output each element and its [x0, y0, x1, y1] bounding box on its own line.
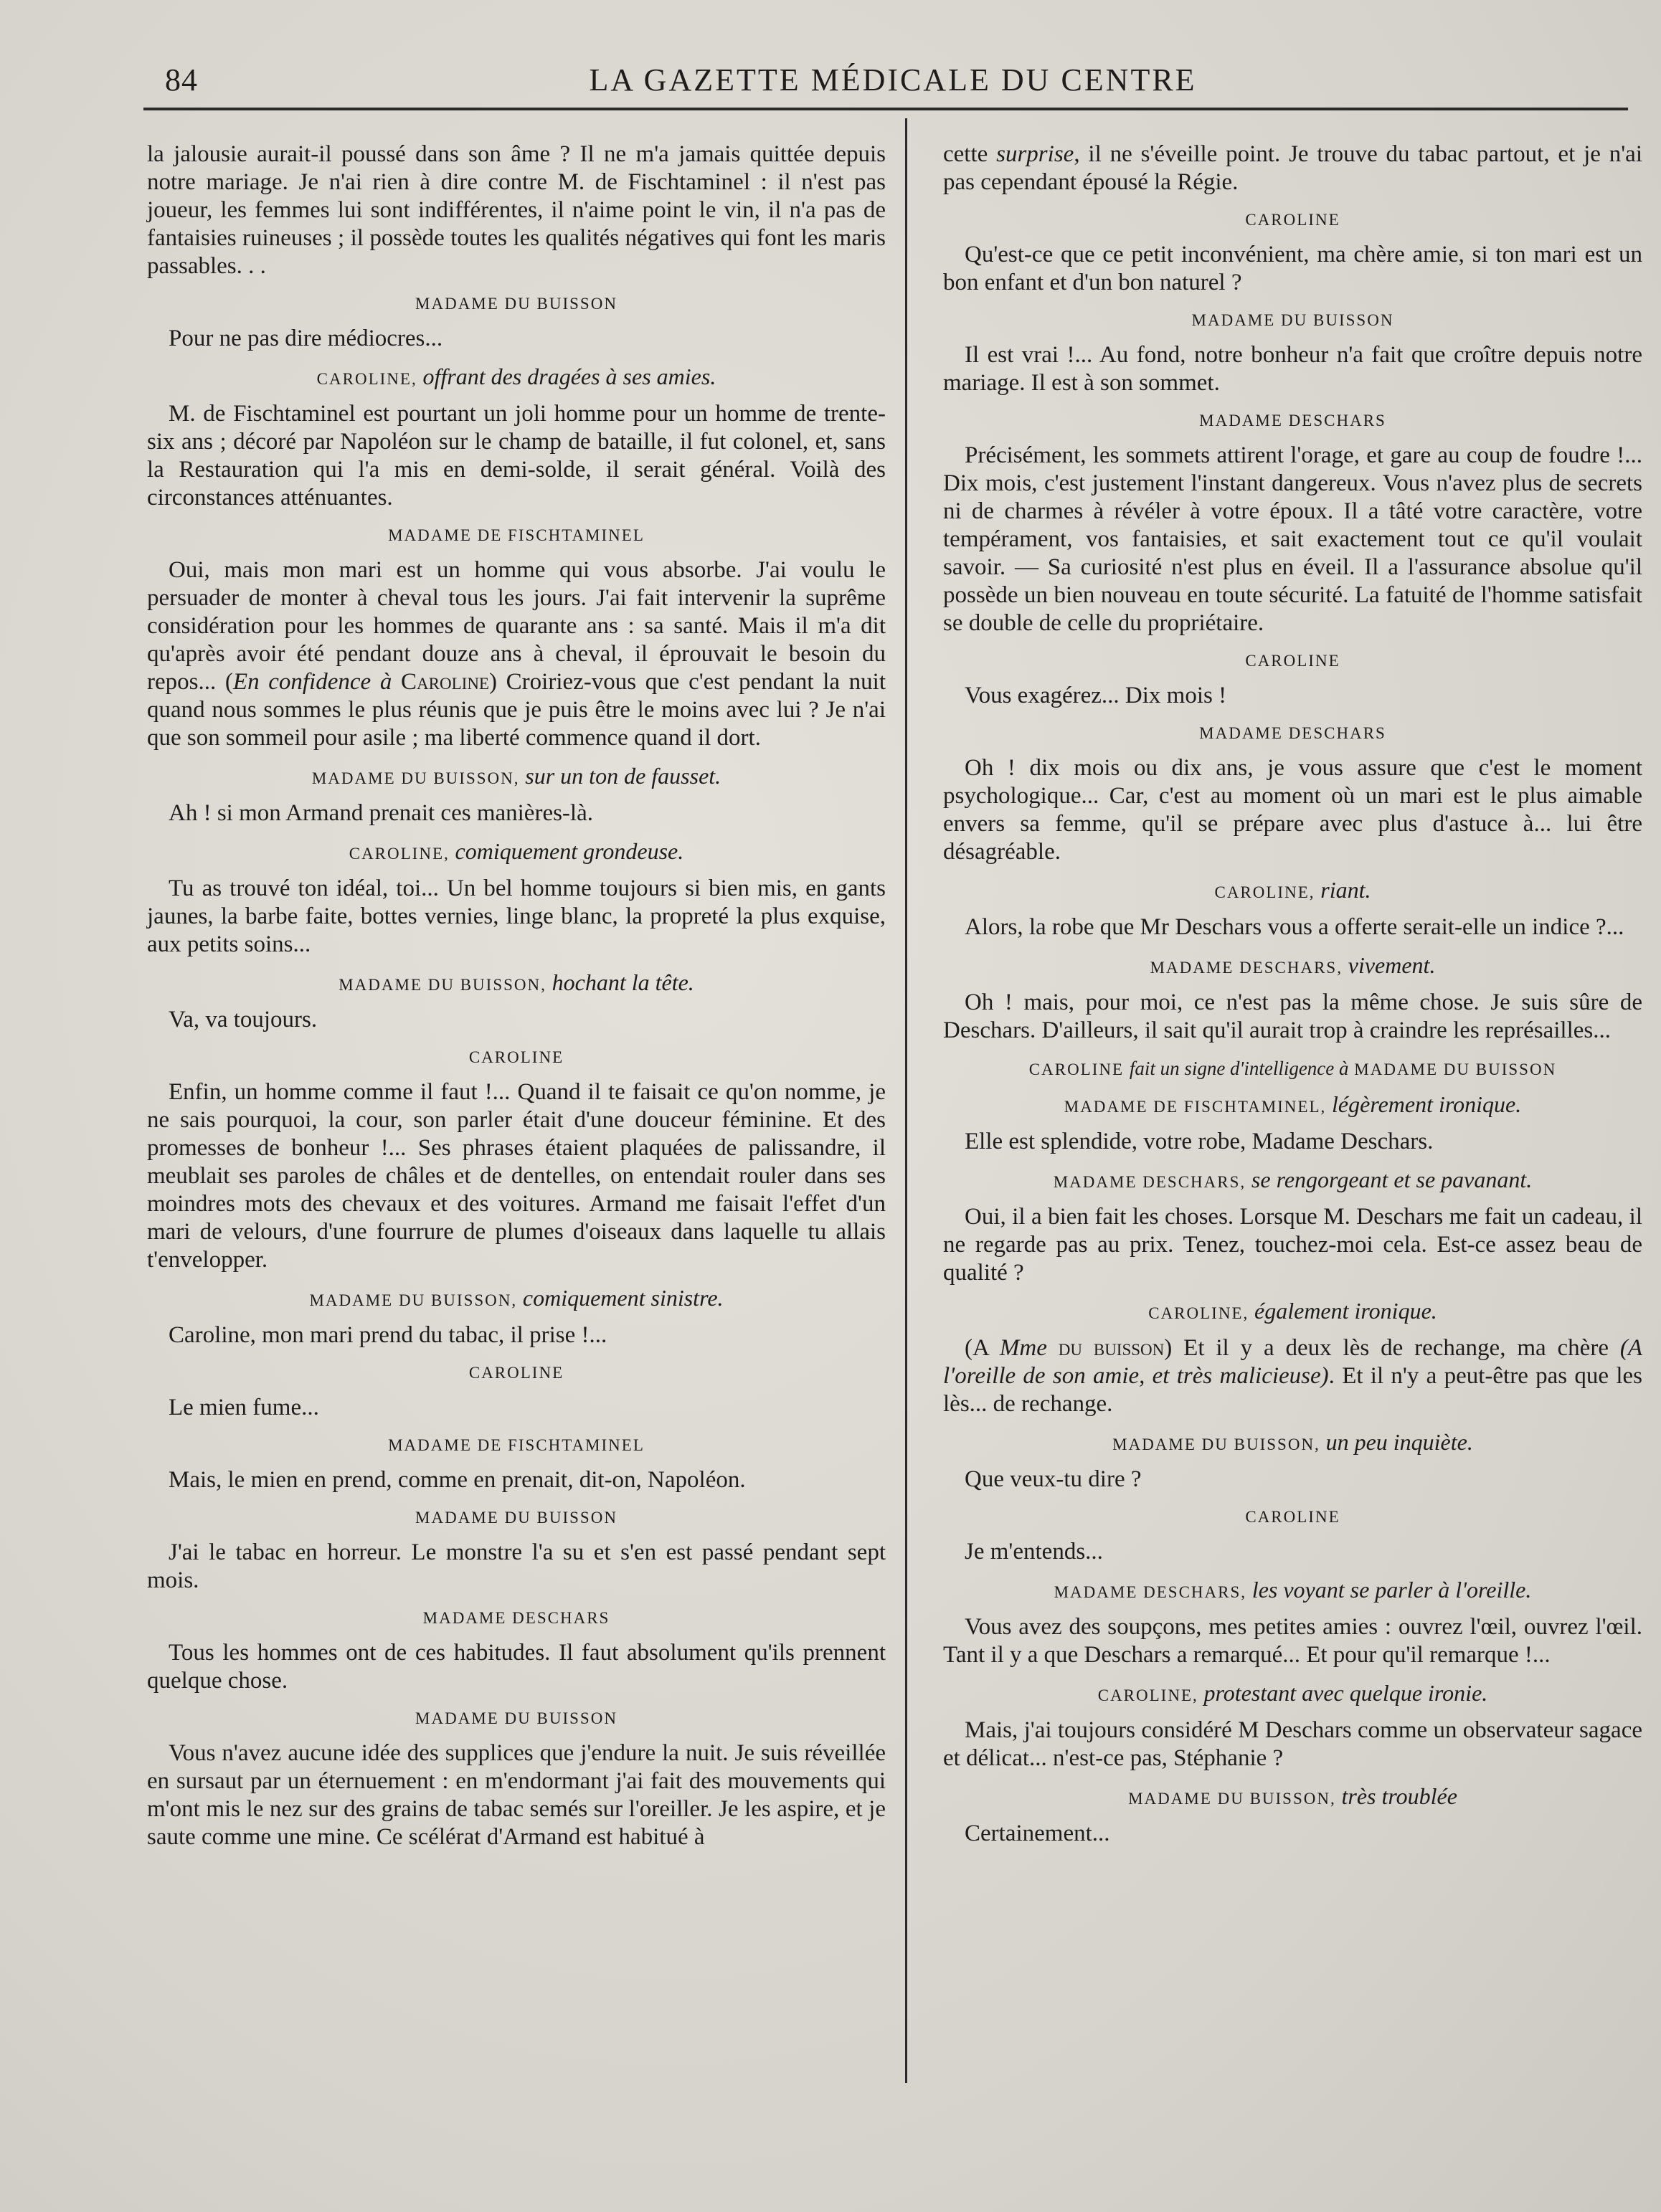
- speaker-line: [943, 1682, 1642, 1707]
- paragraph: Qu'est-ce que ce petit inconvénient, ma chère amie, si ton mari est un bon enfant et d'un bon naturel ?: [943, 242, 1642, 295]
- speaker-name: CAROLINE,: [1097, 1686, 1198, 1704]
- stage-direction: très troublée: [1341, 1783, 1457, 1809]
- speaker-name: MADAME DU BUISSON,: [339, 976, 546, 994]
- speaker-line: [943, 1300, 1642, 1324]
- paragraph: Alors, la robe que Mr Deschars vous a offerte serait-elle un indice ?...: [965, 914, 1624, 940]
- left-column: [147, 141, 886, 1851]
- speaker-line: [943, 879, 1642, 903]
- stage-direction: fait un signe d'intelligence à: [1129, 1058, 1349, 1079]
- paragraph: [943, 1334, 1642, 1418]
- speaker-line: CAROLINE: [1245, 1508, 1340, 1526]
- speaker-line: [147, 1287, 886, 1311]
- journal-title: LA GAZETTE MÉDICALE DU CENTRE: [589, 62, 1197, 98]
- speaker-name: MADAME DU BUISSON,: [311, 769, 520, 787]
- speaker-line: MADAME DU BUISSON: [415, 295, 617, 313]
- speaker-line: MADAME DU BUISSON: [1191, 311, 1394, 329]
- speaker-name: CAROLINE: [1028, 1060, 1125, 1078]
- speaker-line: MADAME DU BUISSON: [415, 1509, 617, 1527]
- stage-direction: (A l'oreille de son amie, et très malicieuse): [943, 1335, 1643, 1389]
- paragraph: M. de Fischtaminel est pourtant un joli homme pour un homme de trente-six ans ; décoré par Napoléon sur le champ de bataille, il fut colonel, et, sans la Restauration qui l'a mis en demi-solde, il serait général. Voilà des circonstances atténuantes.: [147, 401, 886, 511]
- speaker-name: CAROLINE,: [1148, 1304, 1249, 1322]
- paragraph: Je m'entends...: [965, 1539, 1103, 1565]
- stage-direction: sur un ton de fausset.: [525, 763, 721, 789]
- speaker-line: [943, 1579, 1642, 1603]
- character-name: du buisson: [1058, 1335, 1165, 1361]
- emphasis: surprise: [996, 141, 1074, 167]
- paragraph: Le mien fume...: [169, 1395, 319, 1420]
- stage-direction: hochant la tête.: [552, 969, 694, 995]
- speaker-line: [943, 1058, 1642, 1081]
- speaker-line: [943, 954, 1642, 979]
- speaker-name: MADAME DESCHARS,: [1054, 1583, 1247, 1601]
- paragraph: Certainement...: [965, 1821, 1110, 1846]
- stage-direction: comiquement grondeuse.: [455, 838, 684, 864]
- paragraph: Que veux-tu dire ?: [965, 1466, 1142, 1492]
- speaker-line: MADAME DU BUISSON: [415, 1709, 617, 1727]
- speaker-line: [943, 1093, 1642, 1118]
- stage-direction: comiquement sinistre.: [522, 1285, 724, 1311]
- speaker-name: CAROLINE,: [349, 845, 450, 863]
- stage-direction: également ironique.: [1254, 1298, 1437, 1324]
- speaker-line: CAROLINE: [1245, 652, 1340, 670]
- speaker-line: [147, 840, 886, 865]
- character-name: Caroline: [401, 669, 489, 695]
- paragraph: Oh ! mais, pour moi, ce n'est pas la même chose. Je suis sûre de Deschars. D'ailleurs, il sait qu'il aurait trop à craindre les représailles...: [943, 989, 1642, 1043]
- speaker-name: MADAME DE FISCHTAMINEL,: [1064, 1098, 1327, 1116]
- paragraph: la jalousie aurait-il poussé dans son âme ? Il ne m'a jamais quittée depuis notre mariage. Je n'ai rien à dire contre M. de Fischtaminel : il n'est pas joueur, les femmes lui sont indifférentes, il n'aime point le vin, il n'a pas de fantaisies ruineuses ; il possède toutes les qualités négatives qui font les maris passables. . .: [147, 141, 886, 279]
- paragraph: Ah ! si mon Armand prenait ces manières-là.: [169, 800, 593, 826]
- right-column: [943, 141, 1642, 1848]
- paragraph: Tous les hommes ont de ces habitudes. Il faut absolument qu'ils prennent quelque chose.: [147, 1640, 886, 1694]
- paragraph: Caroline, mon mari prend du tabac, il prise !...: [169, 1322, 607, 1348]
- stage-direction: légèrement ironique.: [1332, 1091, 1522, 1117]
- paragraph: Enfin, un homme comme il faut !... Quand il te faisait ce qu'on nomme, je ne sais pourquoi, la cour, son parler était d'une douceur féminine. Et des promesses de bonheur !... Ses phrases étaient plaquées de palissandre, il meublait ses paroles de châles et de dentelles, on entendait rouler dans ses moindres mots des chevaux et des voitures. Armand me faisait l'effet d'un mari de velours, d'une fourrure de plumes d'oiseaux dans laquelle tu allais t'envelopper.: [147, 1079, 886, 1273]
- speaker-line: [943, 1785, 1642, 1810]
- stage-direction: En confidence à: [232, 669, 392, 695]
- paragraph: Vous exagérez... Dix mois !: [965, 683, 1227, 708]
- speaker-name: MADAME DU BUISSON: [1354, 1060, 1557, 1078]
- speaker-name: MADAME DESCHARS,: [1150, 959, 1343, 977]
- stage-direction: offrant des dragées à ses amies.: [422, 364, 716, 389]
- text-run: , il ne s'éveille point. Je trouve du tabac partout, et je n'ai pas cependant épousé la Régie.: [943, 141, 1642, 195]
- speaker-line: [147, 366, 886, 390]
- text-run: (A: [965, 1335, 988, 1361]
- paragraph: Elle est splendide, votre robe, Madame Deschars.: [965, 1129, 1434, 1154]
- paragraph: Pour ne pas dire médiocres...: [169, 326, 443, 351]
- speaker-line: MADAME DESCHARS: [422, 1609, 610, 1627]
- text-run: . Et il n'y a peut-être pas que les lès... de rechange.: [943, 1363, 1642, 1417]
- paragraph: Oh ! dix mois ou dix ans, je vous assure que c'est le moment psychologique... Car, c'est au moment où un mari est le plus aimable envers sa femme, qu'il se prépare avec plus d'astuce à... lui être désagréable.: [943, 755, 1642, 865]
- page-header: [143, 57, 1642, 108]
- text-run: ) Croiriez-vous que c'est pendant la nuit quand nous sommes le plus réunis que je puis être le moins avec lui ? Je n'ai que son sommeil pour asile ; ma liberté commence quand il dort.: [147, 669, 886, 751]
- paragraph: Mais, j'ai toujours considéré M Deschars comme un observateur sagace et délicat... n'est-ce pas, Stéphanie ?: [943, 1717, 1642, 1771]
- speaker-line: [147, 765, 886, 789]
- stage-direction: les voyant se parler à l'oreille.: [1251, 1577, 1532, 1603]
- speaker-name: MADAME DU BUISSON,: [1112, 1435, 1320, 1453]
- paragraph: Oui, il a bien fait les choses. Lorsque M. Deschars me fait un cadeau, il ne regarde pas au prix. Tenez, touchez-moi cela. Est-ce assez beau de qualité ?: [943, 1204, 1642, 1286]
- speaker-line: CAROLINE: [468, 1364, 564, 1382]
- speaker-name: MADAME DU BUISSON,: [309, 1291, 518, 1309]
- stage-direction: vivement.: [1348, 952, 1436, 978]
- speaker-line: [943, 1169, 1642, 1193]
- speaker-line: [147, 969, 886, 996]
- speaker-line: MADAME DESCHARS: [1199, 724, 1386, 742]
- paragraph: J'ai le tabac en horreur. Le monstre l'a su et s'en est passé pendant sept mois.: [147, 1539, 886, 1593]
- paragraph: Va, va toujours.: [169, 1007, 318, 1033]
- speaker-name: CAROLINE,: [1214, 883, 1315, 901]
- paragraph: Vous n'avez aucune idée des supplices que j'endure la nuit. Je suis réveillée en sursaut par un éternuement : en m'endormant j'ai fait des mouvements qui m'ont mis le nez sur des grains de tabac semés sur l'oreiller. Je les aspire, et je saute comme une mine. Ce scélérat d'Armand est habitué à: [147, 1740, 886, 1850]
- stage-direction: riant.: [1320, 877, 1371, 903]
- paragraph: [943, 141, 1642, 196]
- speaker-line: CAROLINE: [468, 1048, 564, 1066]
- character-title: Mme: [999, 1335, 1047, 1361]
- stage-direction: se rengorgeant et se pavanant.: [1251, 1167, 1533, 1192]
- paragraph: Précisément, les sommets attirent l'orage, et gare au coup de foudre !... Dix mois, c'est justement l'instant dangereux. Vous n'avez plus de secrets ni de charmes à révéler à votre époux. Il a tâté votre caractère, votre tempérament, vos fantaisies, et sait exactement tout ce qu'il voulait savoir. — Sa curiosité n'est plus en éveil. Il a l'assurance absolue qu'il possède un bien nouveau en toute sécurité. La fatuité de l'homme satisfait se double de celle du propriétaire.: [943, 442, 1642, 636]
- paragraph: Vous avez des soupçons, mes petites amies : ouvrez l'œil, ouvrez l'œil. Tant il y a que Deschars a remarqué... Et pour qu'il remarque !...: [943, 1614, 1642, 1668]
- column-divider: [905, 118, 907, 2083]
- text-run: ) Et il y a deux lès de rechange, ma chère: [1164, 1335, 1609, 1361]
- speaker-name: MADAME DU BUISSON,: [1128, 1790, 1336, 1808]
- paragraph: Il est vrai !... Au fond, notre bonheur n'a fait que croître depuis notre mariage. Il est à son sommet.: [943, 342, 1642, 396]
- stage-direction: protestant avec quelque ironie.: [1203, 1680, 1488, 1706]
- speaker-line: MADAME DE FISCHTAMINEL: [388, 1436, 645, 1454]
- text-run: cette: [943, 141, 988, 167]
- speaker-line: [943, 1431, 1642, 1456]
- speaker-line: MADAME DE FISCHTAMINEL: [388, 526, 645, 544]
- speaker-line: MADAME DESCHARS: [1199, 412, 1386, 429]
- speaker-name: CAROLINE,: [316, 370, 417, 388]
- page-number: 84: [165, 62, 198, 98]
- text-run: Oui, mais mon mari est un homme qui vous absorbe. J'ai voulu le persuader de monter à cheval tous les jours. J'ai fait intervenir la suprême considération pour les hommes de quarante ans : sa santé. Mais il m'a dit qu'après avoir été pendant douze ans à cheval, il éprouvait le besoin du repos... (: [147, 557, 886, 695]
- header-rule: [143, 108, 1628, 110]
- stage-direction: un peu inquiète.: [1325, 1429, 1473, 1455]
- paragraph: Tu as trouvé ton idéal, toi... Un bel homme toujours si bien mis, en gants jaunes, la barbe faite, bottes vernies, linge blanc, la propreté la plus exquise, aux petits soins...: [147, 875, 886, 957]
- speaker-name: MADAME DESCHARS,: [1053, 1173, 1246, 1191]
- paragraph: Mais, le mien en prend, comme en prenait, dit-on, Napoléon.: [169, 1467, 746, 1493]
- speaker-line: CAROLINE: [1245, 211, 1340, 229]
- paragraph: [147, 556, 886, 752]
